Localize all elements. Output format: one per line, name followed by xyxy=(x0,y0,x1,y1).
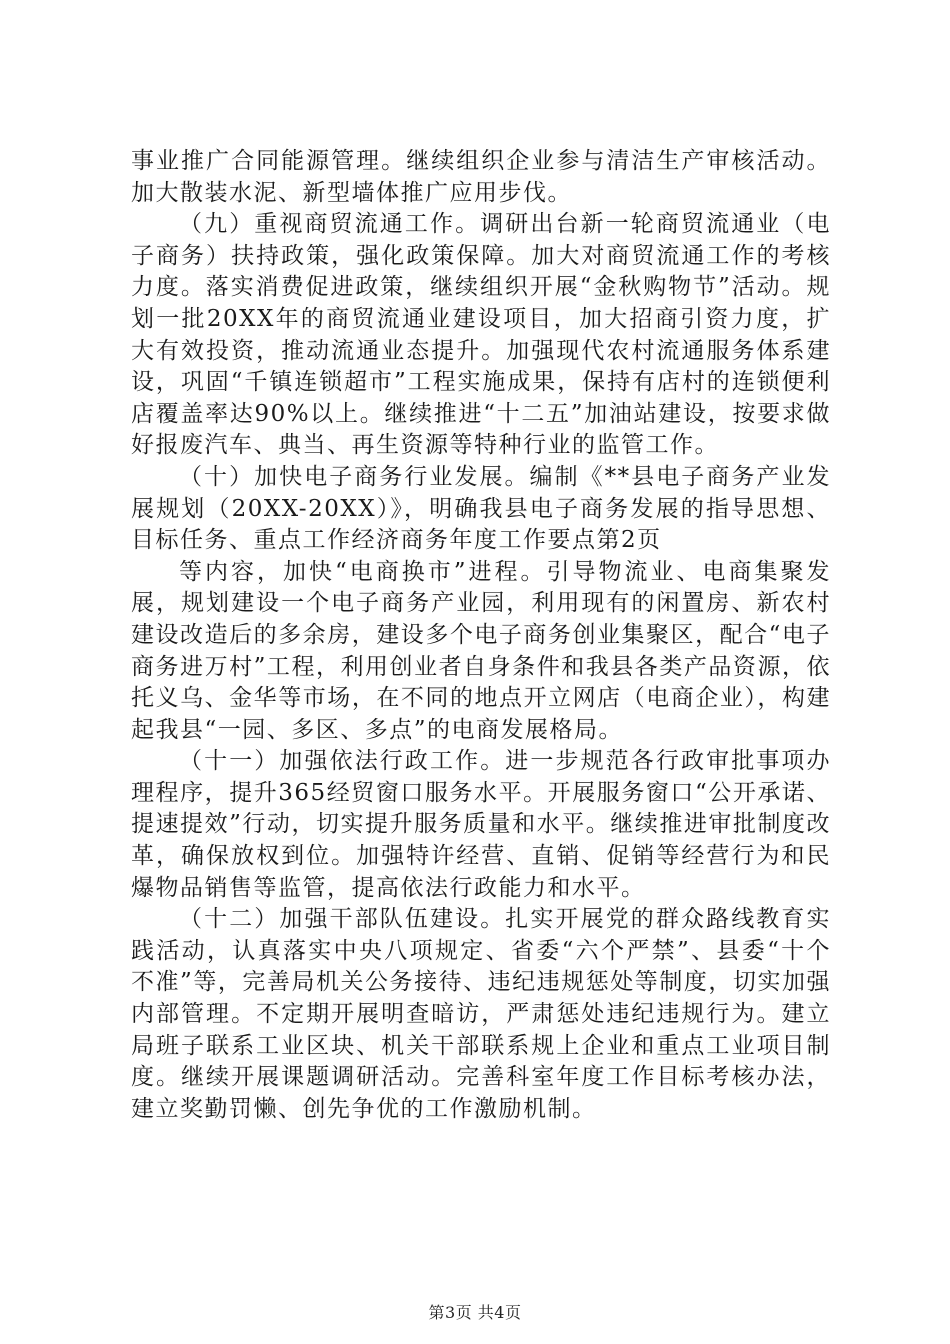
document-body xyxy=(131,146,831,1125)
paragraph-section-11: （十一）加强依法行政工作。进一步规范各行政审批事项办理程序，提升365经贸窗口服务水平。开展服务窗口“公开承诺、提速提效”行动，切实提升服务质量和水平。继续推进审批制度改革，确保放权到位。加强特许经营、直销、促销等经营行为和民爆物品销售等监管，提高依法行政能力和水平。 xyxy=(131,748,831,901)
paragraph-continuation: 事业推广合同能源管理。继续组织企业参与清洁生产审核活动。加大散装水泥、新型墙体推广应用步伐。 xyxy=(131,148,831,206)
paragraph-section-9: （九）重视商贸流通工作。调研出台新一轮商贸流通业（电子商务）扶持政策，强化政策保障。加大对商贸流通工作的考核力度。落实消费促进政策，继续组织开展“金秋购物节”活动。规划一批20XX年的商贸流通业建设项目，加大招商引资力度，扩大有效投资，推动流通业态提升。加强现代农村流通服务体系建设，巩固“千镇连锁超市”工程实施成果，保持有店村的连锁便利店覆盖率达90%以上。继续推进“十二五”加油站建设，按要求做好报废汽车、典当、再生资源等特种行业的监管工作。 xyxy=(131,211,831,459)
paragraph-section-10: （十）加快电子商务行业发展。编制《**县电子商务产业发展规划（20XX-20XX）》，明确我县电子商务发展的指导思想、目标任务、重点工作经济商务年度工作要点第2页 xyxy=(131,463,831,554)
paragraph-section-12: （十二）加强干部队伍建设。扎实开展党的群众路线教育实践活动，认真落实中央八项规定、省委“六个严禁”、县委“十个不准”等，完善局机关公务接待、违纪违规惩处等制度，切实加强内部管理。不定期开展明查暗访，严肃惩处违纪违规行为。建立局班子联系工业区块、机关干部联系规上企业和重点工业项目制度。继续开展课题调研活动。完善科室年度工作目标考核办法，建立奖勤罚懒、创先争优的工作激励机制。 xyxy=(131,906,831,1122)
paragraph-section-10-continued: 等内容，加快“电商换市”进程。引导物流业、电商集聚发展，规划建设一个电子商务产业园，利用现有的闲置房、新农村建设改造后的多余房，建设多个电子商务创业集聚区，配合“电子商务进万村”工程，利用创业者自身条件和我县各类产品资源，依托义乌、金华等市场，在不同的地点开立网店（电商企业），构建起我县“一园、多区、多点”的电商发展格局。 xyxy=(131,558,831,743)
page-footer: 第3页 共4页 xyxy=(428,1303,522,1322)
